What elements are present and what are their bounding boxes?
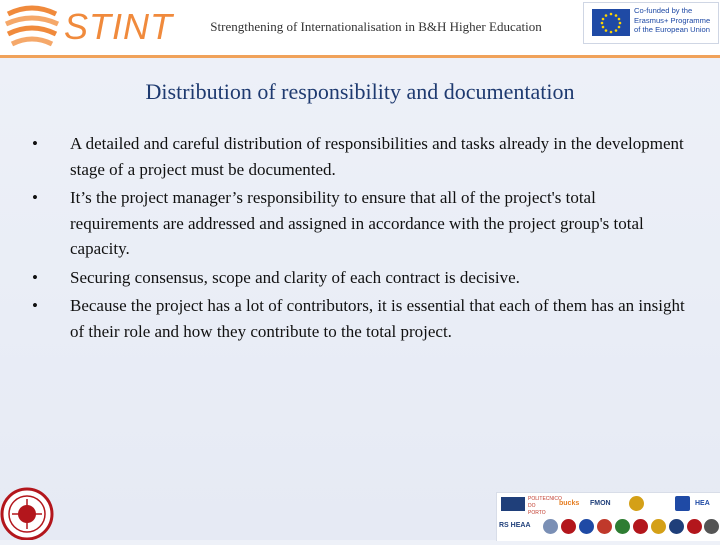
stint-logo: [4, 4, 173, 50]
partner-crest-icon: [543, 519, 558, 534]
partner-crest-icon: [597, 519, 612, 534]
bullet-icon: •: [32, 134, 38, 153]
partner-logo: POLITECNICO DO PORTO: [528, 496, 562, 516]
slide-title: Distribution of responsibility and documentation: [145, 79, 575, 104]
list-item: [28, 293, 688, 344]
partner-crest-icon: [579, 519, 594, 534]
bullet-text: It’s the project manager’s responsibility to ensure that all of the project's total requirements are addressed and assigned in accordance with the project group's total capacity.: [70, 188, 644, 258]
partner-logo: RS HEAA: [499, 522, 531, 529]
erasmus-cofunded-badge: [583, 2, 719, 44]
list-item: [28, 265, 688, 291]
partner-crest-icon: [651, 519, 666, 534]
eu-line: Erasmus+ Programme: [634, 15, 711, 25]
bullet-icon: •: [32, 188, 38, 207]
bullet-text: Securing consensus, scope and clarity of each contract is decisive.: [70, 267, 520, 287]
partner-logo-icon: [501, 497, 525, 511]
list-item: [28, 185, 688, 262]
logo-text: STINT: [64, 6, 173, 47]
partner-logo: bucks: [559, 500, 580, 507]
bullet-text: Because the project has a lot of contributors, it is essential that each of them has an insight of their role and how they contribute to the total project.: [70, 296, 685, 341]
bullet-icon: •: [32, 267, 38, 287]
partner-crest-icon: [561, 519, 576, 534]
bullet-icon: •: [32, 296, 38, 315]
partner-logos-strip: [496, 492, 720, 541]
partner-crest-icon: [675, 496, 690, 511]
partner-crest-icon: [615, 519, 630, 534]
header-title: Strengthening of Internationalisation in B&H Higher Education: [210, 19, 542, 34]
partner-crest-icon: [704, 519, 719, 534]
eu-line: Co-funded by the: [634, 6, 693, 15]
partner-crest-icon: [669, 519, 684, 534]
partner-logo: HEA: [695, 500, 710, 507]
stint-swirl-icon: [4, 4, 64, 50]
header-divider: [0, 55, 720, 58]
list-item: [28, 131, 688, 182]
partner-crest-icon: [629, 496, 644, 511]
eu-line: of the European Union: [634, 25, 710, 34]
university-seal-icon: [0, 487, 55, 540]
partner-crest-icon: [687, 519, 702, 534]
bullet-text: A detailed and careful distribution of responsibilities and tasks already in the development stage of a project must be documented.: [70, 134, 684, 179]
partner-logo: FMON: [590, 500, 611, 507]
eu-flag-icon: [592, 9, 630, 36]
bullet-list: [28, 131, 688, 347]
header-bar: [0, 0, 720, 57]
partner-crest-icon: [633, 519, 648, 534]
eu-cofunded-text: [634, 6, 718, 35]
